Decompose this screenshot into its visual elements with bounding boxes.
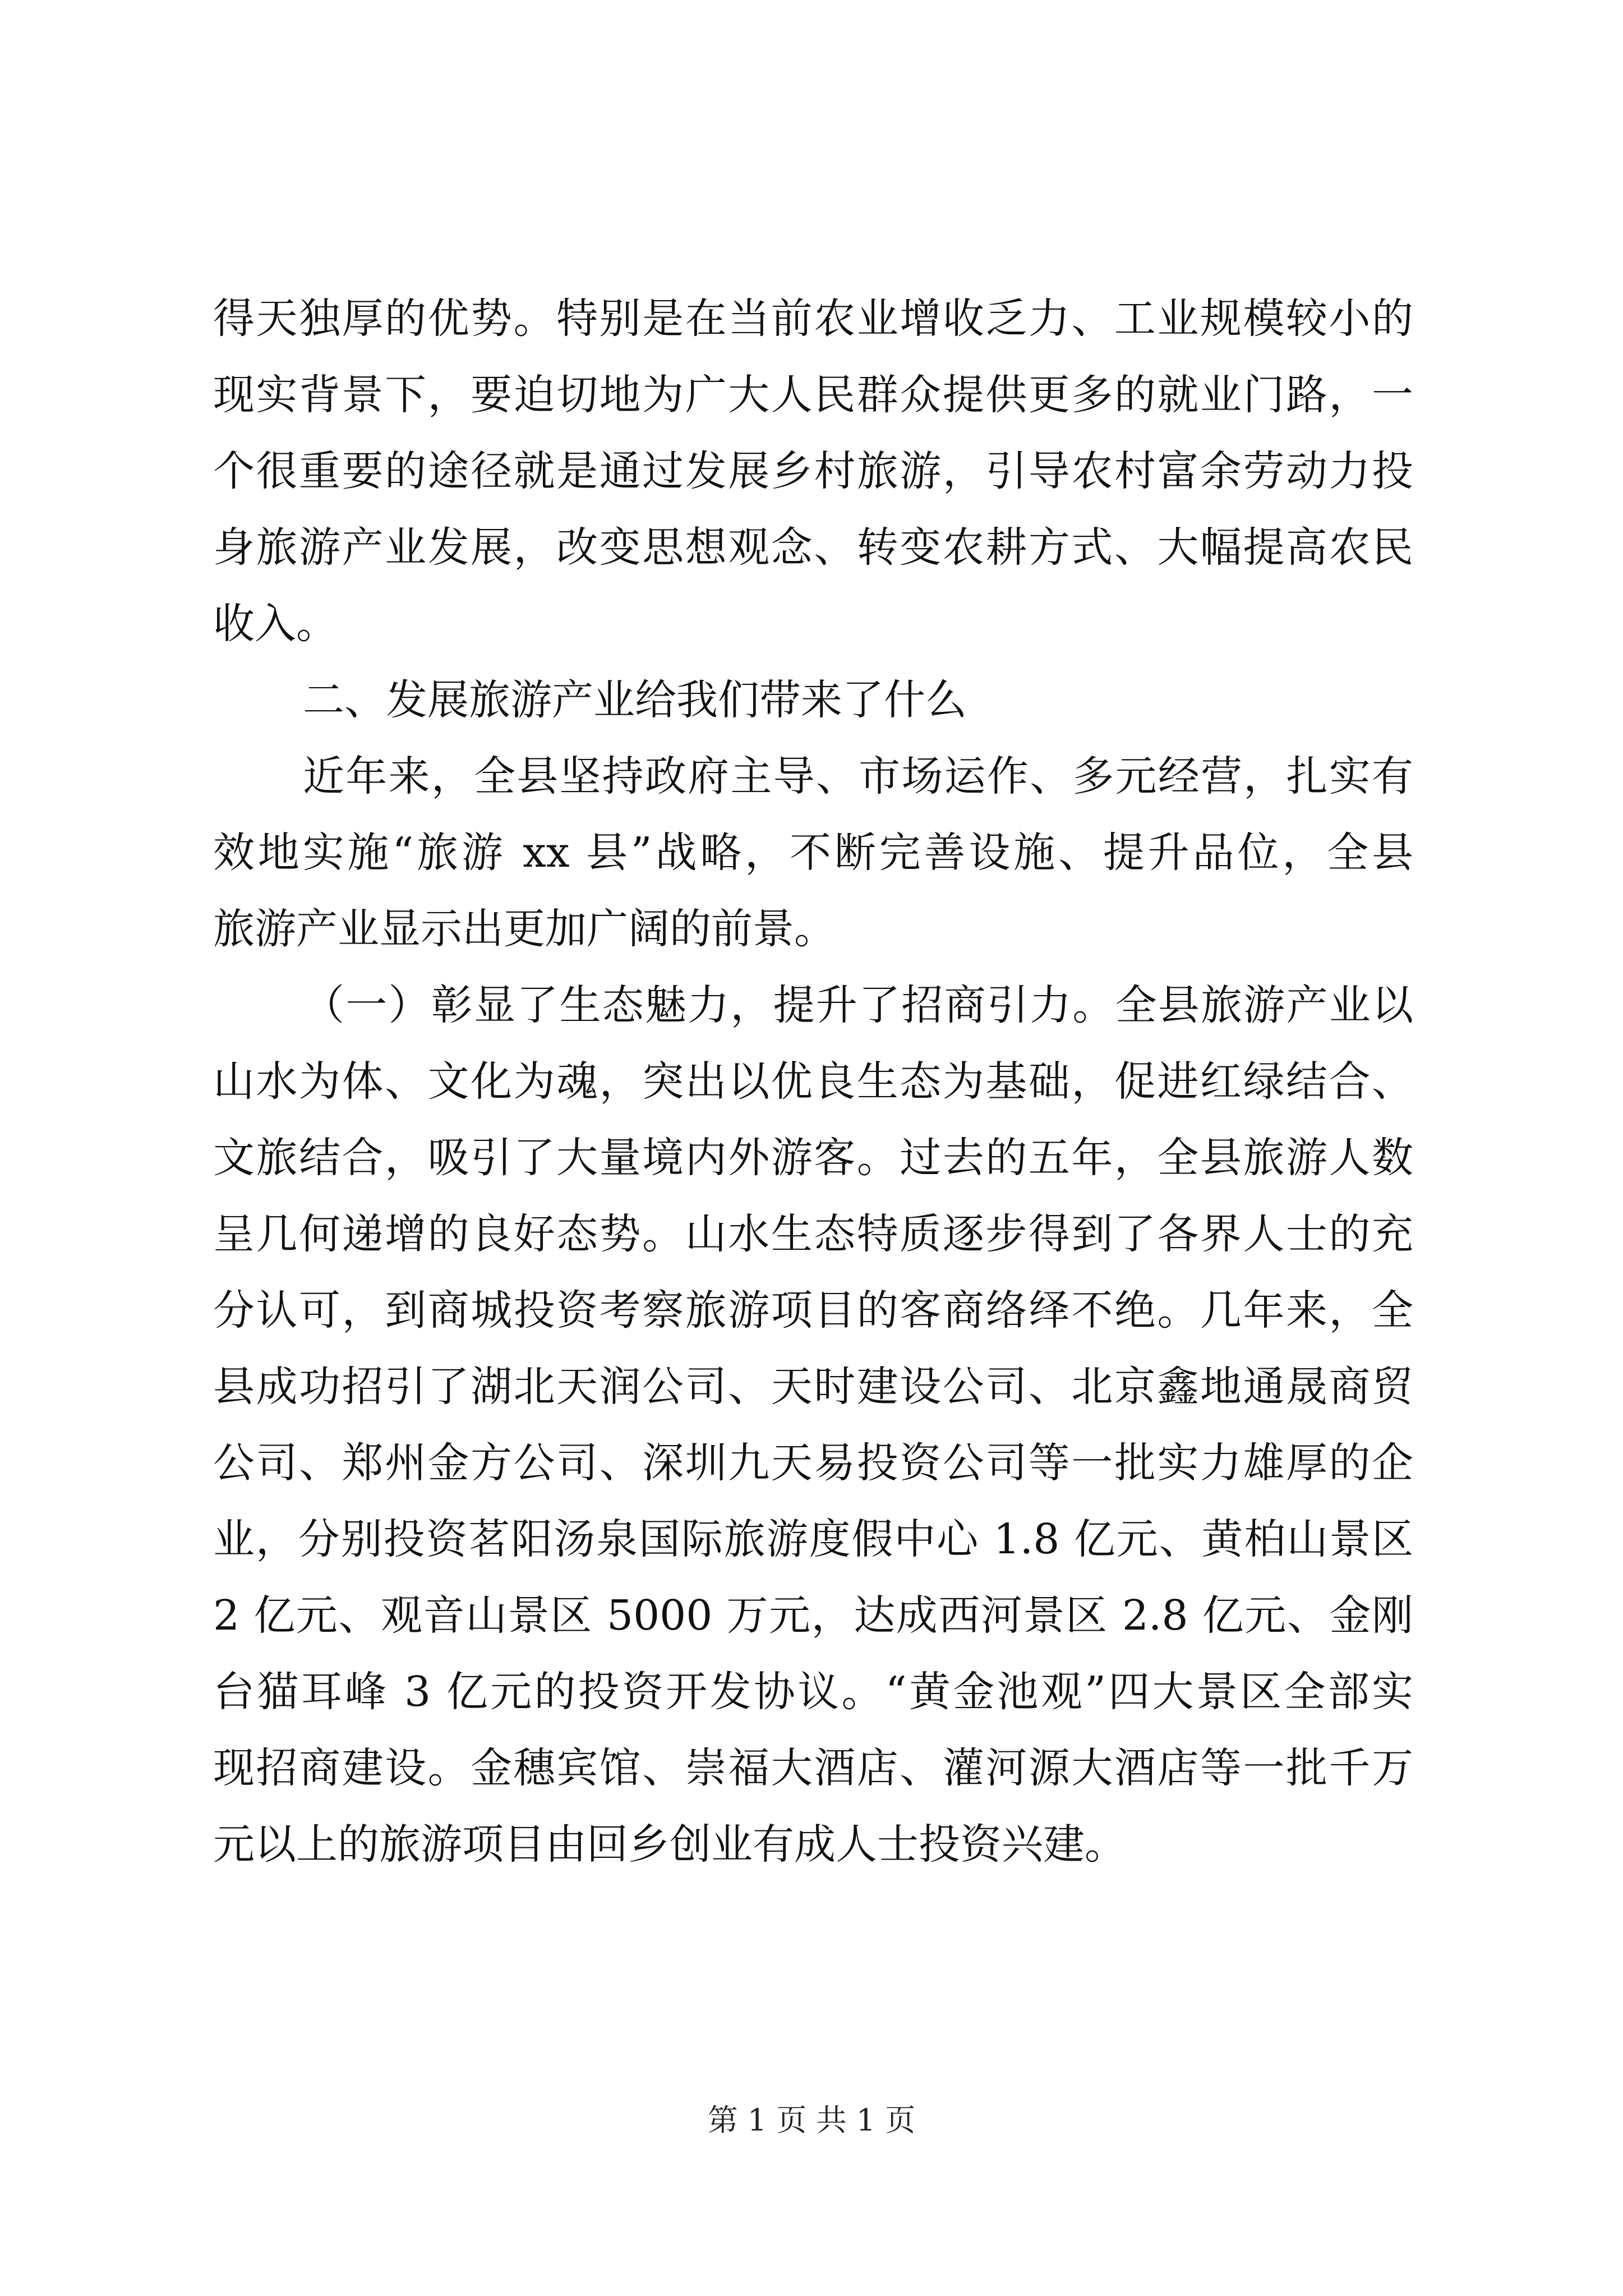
text-line: 元以上的旅游项目由回乡创业有成人士投资兴建。 <box>213 1820 1126 1869</box>
text-line: 分认可，到商城投资考察旅游项目的客商络绎不绝。几年来，全 <box>213 1286 1413 1335</box>
text-line: 得天独厚的优势。特别是在当前农业增收乏力、工业规模较小的 <box>213 295 1413 343</box>
text-line: 身旅游产业发展，改变思想观念、转变农耕方式、大幅提高农民 <box>213 523 1413 572</box>
text-line: （一）彰显了生态魅力，提升了招商引力。全县旅游产业以 <box>303 981 1413 1029</box>
text-line: 收入。 <box>213 600 338 648</box>
text-line: 现实背景下，要迫切地为广大人民群众提供更多的就业门路，一 <box>213 371 1413 419</box>
page-footer: 第 1 页 共 1 页 <box>707 2102 916 2138</box>
text-line: 现招商建设。金穗宾馆、崇福大酒店、灌河源大酒店等一批千万 <box>213 1744 1413 1792</box>
document-body <box>213 292 1413 1894</box>
text-line: 呈几何递增的良好态势。山水生态特质逐步得到了各界人士的充 <box>213 1210 1413 1258</box>
text-line: 旅游产业显示出更加广阔的前景。 <box>213 905 836 953</box>
text-line: 二、发展旅游产业给我们带来了什么 <box>303 676 967 724</box>
text-line: 2 亿元、观音山景区 5000 万元，达成西河景区 2.8 亿元、金刚 <box>213 1591 1413 1640</box>
text-line: 文旅结合，吸引了大量境内外游客。过去的五年，全县旅游人数 <box>213 1134 1413 1182</box>
text-line: 业，分别投资茗阳汤泉国际旅游度假中心 1.8 亿元、黄柏山景区 <box>213 1515 1413 1563</box>
text-line: 个很重要的途径就是通过发展乡村旅游，引导农村富余劳动力投 <box>213 447 1413 495</box>
text-line: 近年来，全县坚持政府主导、市场运作、多元经营，扎实有 <box>303 752 1413 800</box>
text-line: 效地实施“旅游 xx 县”战略，不断完善设施、提升品位，全县 <box>213 829 1413 877</box>
text-line: 公司、郑州金方公司、深圳九天易投资公司等一批实力雄厚的企 <box>213 1439 1413 1487</box>
text-line: 台猫耳峰 3 亿元的投资开发协议。“黄金池观”四大景区全部实 <box>213 1668 1413 1716</box>
text-line: 山水为体、文化为魂，突出以优良生态为基础，促进红绿结合、 <box>213 1057 1413 1106</box>
text-line: 县成功招引了湖北天润公司、天时建设公司、北京鑫地通晟商贸 <box>213 1363 1413 1411</box>
